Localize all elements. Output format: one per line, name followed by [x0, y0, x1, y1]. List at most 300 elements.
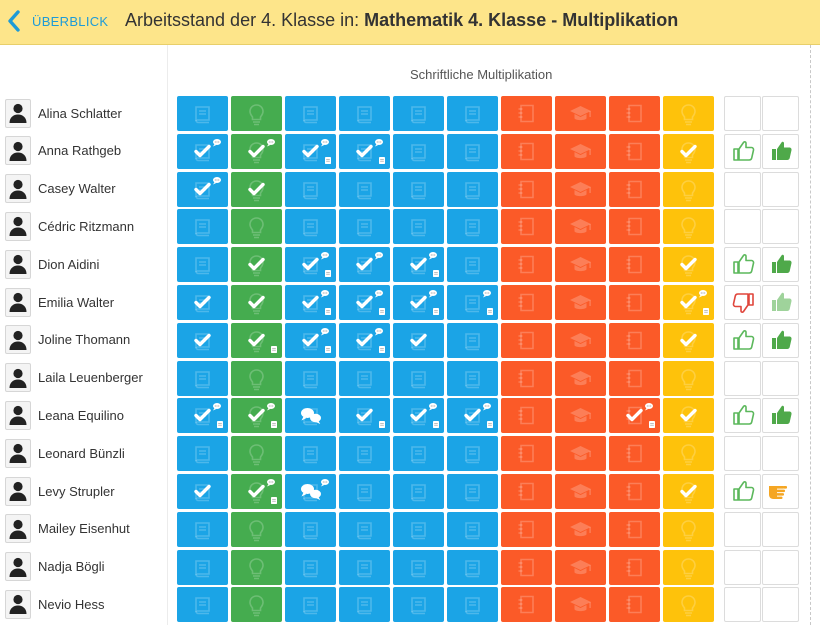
task-cell[interactable]: [231, 398, 282, 433]
task-cell[interactable]: [663, 512, 714, 547]
task-cell[interactable]: [609, 96, 660, 131]
thumbs-up-outline-icon: [725, 399, 760, 432]
task-cell[interactable]: [393, 587, 444, 622]
task-cell[interactable]: [285, 209, 336, 244]
task-cell[interactable]: [447, 134, 498, 169]
task-cell[interactable]: [501, 134, 552, 169]
task-cell[interactable]: [339, 323, 390, 358]
task-cell[interactable]: [501, 209, 552, 244]
book-icon: [285, 361, 336, 396]
task-cell[interactable]: [231, 323, 282, 358]
feedback-cell[interactable]: [724, 398, 761, 433]
task-cell[interactable]: [339, 587, 390, 622]
task-cell[interactable]: [231, 209, 282, 244]
feedback-cell[interactable]: [724, 550, 761, 585]
book-icon: [393, 474, 444, 509]
feedback-cell[interactable]: [762, 285, 799, 320]
feedback-cell[interactable]: [724, 361, 761, 396]
dashed-divider: [810, 45, 811, 625]
book-icon: [177, 398, 228, 433]
avatar: [5, 363, 31, 392]
task-cell[interactable]: [501, 361, 552, 396]
task-cell[interactable]: [447, 209, 498, 244]
feedback-cell[interactable]: [762, 474, 799, 509]
lightbulb-icon: [231, 134, 282, 169]
task-cell[interactable]: [447, 550, 498, 585]
graduation-cap-icon: [555, 587, 606, 622]
notebook-icon: [609, 474, 660, 509]
feedback-cell[interactable]: [724, 323, 761, 358]
graduation-cap-icon: [555, 436, 606, 471]
book-icon: [177, 512, 228, 547]
avatar: [5, 174, 31, 203]
task-cell[interactable]: [609, 398, 660, 433]
feedback-cell[interactable]: [762, 323, 799, 358]
feedback-cell[interactable]: [724, 247, 761, 282]
task-cell[interactable]: [177, 247, 228, 282]
task-cell[interactable]: [555, 96, 606, 131]
lightbulb-icon: [231, 550, 282, 585]
task-cell[interactable]: [501, 587, 552, 622]
task-cell[interactable]: [447, 512, 498, 547]
task-cell[interactable]: [231, 512, 282, 547]
back-label: ÜBERBLICK: [32, 13, 109, 29]
student-name: Leana Equilino: [38, 407, 125, 423]
lightbulb-icon: [231, 209, 282, 244]
task-cell[interactable]: [555, 474, 606, 509]
feedback-cell[interactable]: [762, 247, 799, 282]
pointing-hand-icon: [763, 475, 798, 508]
notebook-icon: [609, 285, 660, 320]
task-cell[interactable]: [177, 134, 228, 169]
book-icon: [447, 474, 498, 509]
task-cell[interactable]: [393, 436, 444, 471]
feedback-cell[interactable]: [724, 587, 761, 622]
task-cell[interactable]: [663, 96, 714, 131]
graduation-cap-icon: [555, 209, 606, 244]
task-cell[interactable]: [609, 285, 660, 320]
feedback-cell[interactable]: [724, 285, 761, 320]
book-icon: [447, 550, 498, 585]
task-cell[interactable]: [285, 474, 336, 509]
lightbulb-icon: [231, 474, 282, 509]
task-cell[interactable]: [663, 323, 714, 358]
task-cell[interactable]: [231, 587, 282, 622]
task-cell[interactable]: [339, 285, 390, 320]
book-icon: [393, 285, 444, 320]
notebook-icon: [501, 361, 552, 396]
task-cell[interactable]: [231, 247, 282, 282]
lightbulb-icon: [663, 361, 714, 396]
task-cell[interactable]: [285, 361, 336, 396]
feedback-cell[interactable]: [762, 96, 799, 131]
task-cell[interactable]: [393, 134, 444, 169]
task-cell[interactable]: [339, 436, 390, 471]
person-icon: [8, 593, 28, 615]
lightbulb-icon: [663, 550, 714, 585]
task-cell[interactable]: [555, 361, 606, 396]
book-icon: [285, 436, 336, 471]
book-icon: [447, 172, 498, 207]
task-cell[interactable]: [231, 550, 282, 585]
task-cell[interactable]: [393, 512, 444, 547]
book-icon: [285, 209, 336, 244]
task-cell[interactable]: [393, 285, 444, 320]
book-icon: [177, 323, 228, 358]
task-cell[interactable]: [339, 134, 390, 169]
book-icon: [339, 285, 390, 320]
student-name: Dion Aidini: [38, 256, 100, 272]
task-cell[interactable]: [339, 209, 390, 244]
notebook-icon: [501, 512, 552, 547]
task-cell[interactable]: [663, 587, 714, 622]
feedback-cell[interactable]: [762, 172, 799, 207]
book-icon: [285, 550, 336, 585]
thumbs-up-outline-icon: [725, 135, 760, 168]
task-cell[interactable]: [663, 474, 714, 509]
book-icon: [339, 587, 390, 622]
feedback-cell[interactable]: [762, 512, 799, 547]
task-cell[interactable]: [501, 247, 552, 282]
task-cell[interactable]: [285, 247, 336, 282]
task-cell[interactable]: [609, 587, 660, 622]
task-cell[interactable]: [501, 172, 552, 207]
task-cell[interactable]: [501, 474, 552, 509]
task-cell[interactable]: [555, 587, 606, 622]
task-cell[interactable]: [393, 550, 444, 585]
student-row-name[interactable]: [5, 476, 115, 506]
avatar: [5, 477, 31, 506]
task-cell[interactable]: [609, 550, 660, 585]
task-cell[interactable]: [501, 550, 552, 585]
task-cell[interactable]: [501, 323, 552, 358]
task-cell[interactable]: [663, 285, 714, 320]
task-cell[interactable]: [663, 550, 714, 585]
student-row-name[interactable]: [5, 438, 125, 468]
book-icon: [285, 247, 336, 282]
task-cell[interactable]: [285, 398, 336, 433]
notebook-icon: [609, 134, 660, 169]
task-cell[interactable]: [501, 285, 552, 320]
task-cell[interactable]: [609, 512, 660, 547]
book-icon: [339, 323, 390, 358]
lightbulb-icon: [663, 398, 714, 433]
person-icon: [8, 518, 28, 540]
notebook-icon: [609, 436, 660, 471]
book-icon: [393, 436, 444, 471]
task-cell[interactable]: [663, 209, 714, 244]
student-row-name[interactable]: [5, 211, 134, 241]
feedback-cell[interactable]: [762, 209, 799, 244]
task-cell[interactable]: [177, 512, 228, 547]
task-cell[interactable]: [555, 209, 606, 244]
feedback-cell[interactable]: [762, 587, 799, 622]
feedback-cell[interactable]: [724, 134, 761, 169]
book-icon: [393, 172, 444, 207]
feedback-cell[interactable]: [724, 474, 761, 509]
task-cell[interactable]: [447, 96, 498, 131]
feedback-cell[interactable]: [724, 96, 761, 131]
student-row-name[interactable]: [5, 589, 104, 619]
task-cell[interactable]: [501, 512, 552, 547]
task-cell[interactable]: [501, 436, 552, 471]
book-icon: [393, 587, 444, 622]
task-cell[interactable]: [555, 134, 606, 169]
student-name: Anna Rathgeb: [38, 143, 122, 159]
notebook-icon: [501, 96, 552, 131]
person-icon: [8, 404, 28, 426]
lightbulb-icon: [663, 172, 714, 207]
task-cell[interactable]: [285, 436, 336, 471]
book-icon: [447, 134, 498, 169]
book-icon: [285, 323, 336, 358]
lightbulb-icon: [663, 436, 714, 471]
task-cell[interactable]: [285, 285, 336, 320]
student-row-name[interactable]: [5, 249, 99, 279]
notebook-icon: [609, 172, 660, 207]
graduation-cap-icon: [555, 134, 606, 169]
task-cell[interactable]: [285, 550, 336, 585]
notebook-icon: [609, 247, 660, 282]
task-cell[interactable]: [339, 398, 390, 433]
task-cell[interactable]: [285, 512, 336, 547]
task-cell[interactable]: [555, 285, 606, 320]
student-row-name[interactable]: [5, 174, 116, 204]
task-cell[interactable]: [339, 96, 390, 131]
notebook-icon: [609, 96, 660, 131]
task-cell[interactable]: [393, 247, 444, 282]
task-cell[interactable]: [393, 209, 444, 244]
student-name: Nadja Bögli: [38, 559, 105, 575]
task-cell[interactable]: [339, 550, 390, 585]
lightbulb-icon: [663, 587, 714, 622]
lightbulb-icon: [231, 398, 282, 433]
task-cell[interactable]: [609, 361, 660, 396]
task-cell[interactable]: [285, 96, 336, 131]
task-cell[interactable]: [447, 361, 498, 396]
book-icon: [177, 172, 228, 207]
graduation-cap-icon: [555, 512, 606, 547]
feedback-cell[interactable]: [724, 512, 761, 547]
task-cell[interactable]: [609, 247, 660, 282]
task-cell[interactable]: [177, 436, 228, 471]
chevron-left-icon: [6, 10, 22, 32]
book-icon: [339, 474, 390, 509]
notebook-icon: [501, 436, 552, 471]
student-name: Cédric Ritzmann: [38, 218, 135, 234]
student-row-name[interactable]: [5, 552, 105, 582]
notebook-icon: [501, 550, 552, 585]
feedback-cell[interactable]: [762, 398, 799, 433]
task-cell[interactable]: [663, 361, 714, 396]
graduation-cap-icon: [555, 247, 606, 282]
notebook-icon: [609, 209, 660, 244]
back-button[interactable]: [6, 9, 108, 33]
book-icon: [177, 474, 228, 509]
task-cell[interactable]: [231, 436, 282, 471]
student-row-name[interactable]: [5, 136, 121, 166]
task-cell[interactable]: [339, 361, 390, 396]
task-cell[interactable]: [231, 474, 282, 509]
thumbs-up-outline-icon: [725, 475, 760, 508]
book-icon: [339, 96, 390, 131]
feedback-cell[interactable]: [762, 134, 799, 169]
task-cell[interactable]: [555, 247, 606, 282]
page-title-subject: Mathematik 4. Klasse - Multiplikation: [364, 10, 679, 30]
person-icon: [8, 215, 28, 237]
task-cell[interactable]: [609, 209, 660, 244]
person-icon: [8, 253, 28, 275]
book-icon: [393, 398, 444, 433]
task-cell[interactable]: [663, 436, 714, 471]
student-row-name[interactable]: [5, 325, 130, 355]
person-icon: [8, 442, 28, 464]
task-cell[interactable]: [393, 474, 444, 509]
graduation-cap-icon: [555, 474, 606, 509]
task-cell[interactable]: [663, 134, 714, 169]
book-icon: [339, 512, 390, 547]
task-cell[interactable]: [447, 285, 498, 320]
task-cell[interactable]: [177, 96, 228, 131]
task-cell[interactable]: [231, 172, 282, 207]
task-cell[interactable]: [555, 323, 606, 358]
task-cell[interactable]: [177, 323, 228, 358]
task-cell[interactable]: [177, 361, 228, 396]
task-cell[interactable]: [447, 474, 498, 509]
book-icon: [177, 587, 228, 622]
book-icon: [339, 361, 390, 396]
thumbs-up-outline-icon: [725, 248, 760, 281]
student-name: Joline Thomann: [38, 332, 131, 348]
book-icon: [339, 134, 390, 169]
book-icon: [447, 398, 498, 433]
book-icon: [177, 247, 228, 282]
task-cell[interactable]: [663, 398, 714, 433]
feedback-cell[interactable]: [724, 172, 761, 207]
book-icon: [339, 172, 390, 207]
avatar: [5, 590, 31, 619]
task-cell[interactable]: [609, 172, 660, 207]
task-cell[interactable]: [609, 134, 660, 169]
task-cell[interactable]: [447, 436, 498, 471]
task-cell[interactable]: [555, 172, 606, 207]
task-cell[interactable]: [447, 247, 498, 282]
page-title: [125, 10, 678, 31]
graduation-cap-icon: [555, 172, 606, 207]
avatar: [5, 439, 31, 468]
task-cell[interactable]: [231, 134, 282, 169]
avatar: [5, 136, 31, 165]
notebook-icon: [609, 512, 660, 547]
task-cell[interactable]: [231, 361, 282, 396]
feedback-cell[interactable]: [724, 436, 761, 471]
task-cell[interactable]: [231, 285, 282, 320]
task-cell[interactable]: [663, 172, 714, 207]
book-icon: [285, 96, 336, 131]
task-cell[interactable]: [555, 436, 606, 471]
book-icon: [447, 96, 498, 131]
task-cell[interactable]: [231, 96, 282, 131]
graduation-cap-icon: [555, 323, 606, 358]
task-cell[interactable]: [447, 172, 498, 207]
task-cell[interactable]: [393, 96, 444, 131]
student-row-name[interactable]: [5, 514, 130, 544]
avatar: [5, 401, 31, 430]
avatar: [5, 288, 31, 317]
feedback-cell[interactable]: [762, 550, 799, 585]
student-name: Levy Strupler: [38, 483, 115, 499]
task-cell[interactable]: [447, 398, 498, 433]
student-name: Laila Leuenberger: [38, 370, 143, 386]
task-cell[interactable]: [393, 398, 444, 433]
task-cell[interactable]: [501, 96, 552, 131]
task-cell[interactable]: [177, 474, 228, 509]
student-row-name[interactable]: [5, 98, 122, 128]
task-cell[interactable]: [285, 587, 336, 622]
task-cell[interactable]: [285, 323, 336, 358]
task-cell[interactable]: [339, 474, 390, 509]
task-cell[interactable]: [285, 134, 336, 169]
task-cell[interactable]: [555, 550, 606, 585]
lightbulb-icon: [231, 436, 282, 471]
task-cell[interactable]: [339, 247, 390, 282]
task-cell[interactable]: [177, 550, 228, 585]
task-cell[interactable]: [285, 172, 336, 207]
book-icon: [393, 247, 444, 282]
task-cell[interactable]: [663, 247, 714, 282]
student-row-name[interactable]: [5, 287, 114, 317]
task-cell[interactable]: [609, 323, 660, 358]
task-cell[interactable]: [447, 587, 498, 622]
task-cell[interactable]: [339, 512, 390, 547]
book-icon: [447, 361, 498, 396]
header-bar: [0, 0, 820, 45]
lightbulb-icon: [231, 512, 282, 547]
notebook-icon: [609, 361, 660, 396]
book-icon: [393, 209, 444, 244]
task-cell[interactable]: [393, 172, 444, 207]
feedback-cell[interactable]: [762, 436, 799, 471]
task-cell[interactable]: [339, 172, 390, 207]
task-cell[interactable]: [177, 285, 228, 320]
notebook-icon: [609, 398, 660, 433]
task-cell[interactable]: [555, 512, 606, 547]
feedback-cell[interactable]: [724, 209, 761, 244]
avatar: [5, 212, 31, 241]
book-icon: [447, 512, 498, 547]
student-row-name[interactable]: [5, 363, 143, 393]
student-row-name[interactable]: [5, 400, 124, 430]
task-cell[interactable]: [609, 474, 660, 509]
thumbs-up-outline-icon: [725, 324, 760, 357]
task-cell[interactable]: [177, 172, 228, 207]
task-cell[interactable]: [393, 323, 444, 358]
task-cell[interactable]: [501, 398, 552, 433]
task-cell[interactable]: [393, 361, 444, 396]
task-cell[interactable]: [447, 323, 498, 358]
lightbulb-icon: [231, 247, 282, 282]
task-cell[interactable]: [177, 398, 228, 433]
task-cell[interactable]: [555, 398, 606, 433]
task-cell[interactable]: [177, 587, 228, 622]
task-cell[interactable]: [177, 209, 228, 244]
task-cell[interactable]: [609, 436, 660, 471]
feedback-cell[interactable]: [762, 361, 799, 396]
book-icon: [285, 398, 336, 433]
book-icon: [177, 134, 228, 169]
avatar: [5, 250, 31, 279]
lightbulb-icon: [663, 512, 714, 547]
